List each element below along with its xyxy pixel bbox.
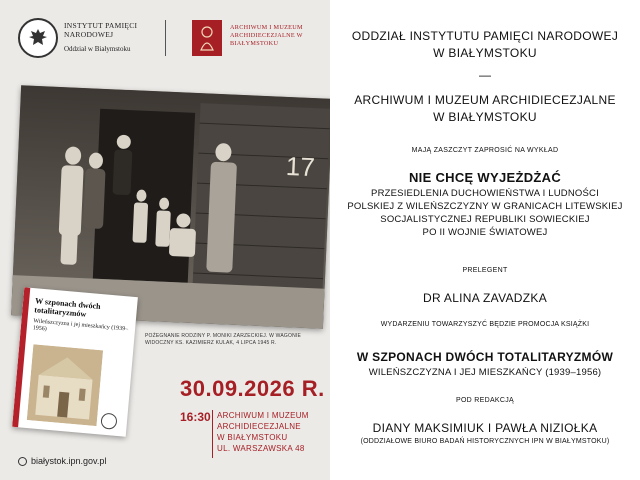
event-date: 30.09.2026 R. — [180, 376, 325, 401]
venue-line: ARCHIWUM I MUZEUM — [217, 411, 309, 420]
ipn-branch: Oddział w Białymstoku — [64, 45, 131, 53]
venue-divider — [212, 410, 213, 458]
church-illustration-image — [27, 344, 103, 426]
book-ipn-logo — [100, 413, 117, 430]
lecture-subtitle-line: PO II WOJNIE ŚWIATOWEJ — [422, 227, 548, 238]
organizer-archive — [330, 92, 640, 126]
archive-name: ARCHIWUM I MUZEUM ARCHIDIECEZJALNE W BIAŁYMSTOKU — [230, 24, 303, 47]
wagon-number: 17 — [285, 150, 316, 183]
promo-text: WYDARZENIU TOWARZYSZYĆ BĘDZIE PROMOCJA KSIĄŻKI — [380, 321, 590, 328]
website-link[interactable] — [18, 456, 106, 466]
ipn-name: INSTYTUT PAMIĘCI NARODOWEJ — [64, 21, 138, 39]
photo-caption: POŻEGNANIE RODZINY P. MONIKI ZARZECKIEJ. W WAGONIE WIDOCZNY KS. KAZIMIERZ KULAK, 4 LIPCA 1945 R. — [145, 333, 302, 346]
book-subtitle: WILEŃSZCZYZNA I JEJ MIESZKAŃCY (1939–1956) — [368, 367, 602, 378]
madonna-icon — [197, 24, 217, 52]
globe-icon — [18, 457, 27, 466]
eagle-icon — [25, 25, 51, 51]
book-cover — [12, 287, 138, 436]
book-title: W SZPONACH DWÓCH TOTALITARYZMÓW — [356, 350, 614, 364]
lecture-subtitle — [330, 187, 640, 239]
lecture-subtitle-line: PRZESIEDLENIA DUCHOWIEŃSTWA I LUDNOŚCI — [371, 188, 599, 199]
organizer-ipn — [330, 28, 640, 62]
lecturer-name: DR ALINA ZAVADZKA — [422, 291, 548, 305]
lecture-subtitle-line: SOCJALISTYCZNEJ REPUBLIKI SOWIECKIEJ — [380, 214, 590, 225]
venue-line: W BIAŁYMSTOKU — [217, 433, 288, 442]
editors-label: POD REDAKCJĄ — [455, 397, 515, 404]
lecture-subtitle-line: POLSKIEJ Z WILEŃSZCZYZNY W GRANICACH LITEWSKIEJ — [347, 201, 623, 212]
event-time: 16:30 — [180, 410, 211, 424]
editors-office: (ODDZIAŁOWE BIURO BADAŃ HISTORYCZNYCH IPN W BIAŁYMSTOKU) — [360, 438, 610, 445]
lecture-title: NIE CHCĘ WYJEŻDŻAĆ — [408, 170, 562, 185]
organizer-ipn-line: ODDZIAŁ INSTYTUTU PAMIĘCI NARODOWEJ — [351, 29, 619, 43]
right-panel — [330, 0, 640, 480]
venue-line: ARCHIDIECEZJALNE — [217, 422, 301, 431]
book-cover-title: W szponach dwóch totalitaryzmów — [34, 296, 101, 319]
organizer-separator: — — [479, 68, 491, 82]
editors-names: DIANY MAKSIMIUK I PAWŁA NIZIOŁKA — [372, 421, 598, 435]
event-venue — [217, 410, 309, 454]
invitation-text: MAJĄ ZASZCZYT ZAPROSIĆ NA WYKŁAD — [411, 147, 559, 154]
archive-logo — [192, 20, 222, 56]
venue-line: UL. WARSZAWSKA 48 — [217, 444, 305, 453]
organizer-archive-line: ARCHIWUM I MUZEUM ARCHIDIECEZJALNE — [354, 93, 616, 107]
book-cover-subtitle: Wileńszczyzna i jej mieszkańcy (1939–1956) — [32, 318, 129, 333]
logo-divider — [165, 20, 166, 56]
ipn-eagle-logo — [18, 18, 58, 58]
lecturer-label: PRELEGENT — [462, 267, 508, 274]
organizer-archive-line: W BIAŁYMSTOKU — [433, 110, 537, 124]
organizer-ipn-line: W BIAŁYMSTOKU — [433, 46, 537, 60]
website-text: białystok.ipn.gov.pl — [31, 456, 107, 466]
